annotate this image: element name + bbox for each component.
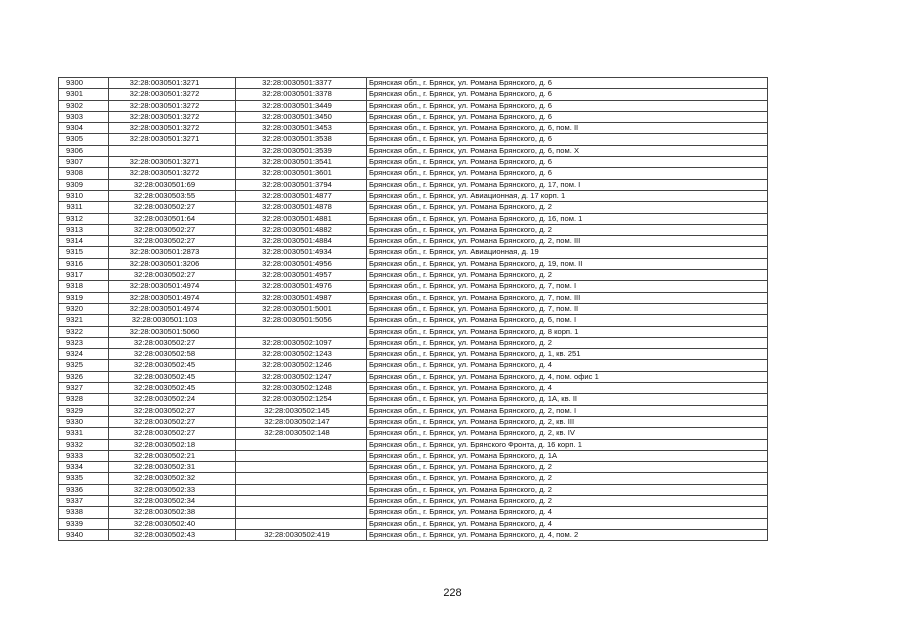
table-row — [59, 315, 768, 326]
row-number: 9319 — [59, 292, 109, 303]
row-number: 9335 — [59, 473, 109, 484]
object-cadastral-number — [236, 507, 367, 518]
object-cadastral-number: 32:28:0030501:5056 — [236, 315, 367, 326]
row-number: 9333 — [59, 450, 109, 461]
table-row — [59, 168, 768, 179]
row-number: 9323 — [59, 337, 109, 348]
address: Брянская обл., г. Брянск, ул. Брянского Фронта, д. 16 корп. 1 — [367, 439, 768, 450]
table-row — [59, 281, 768, 292]
land-cadastral-number: 32:28:0030501:3272 — [109, 89, 236, 100]
row-number: 9330 — [59, 416, 109, 427]
address: Брянская обл., г. Брянск, ул. Романа Брянского, д. 19, пом. II — [367, 258, 768, 269]
table-row — [59, 529, 768, 540]
table-row — [59, 179, 768, 190]
address: Брянская обл., г. Брянск, ул. Романа Брянского, д. 4 — [367, 507, 768, 518]
table-row — [59, 394, 768, 405]
table-row — [59, 428, 768, 439]
land-cadastral-number: 32:28:0030501:103 — [109, 315, 236, 326]
land-cadastral-number: 32:28:0030502:24 — [109, 394, 236, 405]
address: Брянская обл., г. Брянск, ул. Романа Брянского, д. 1А — [367, 450, 768, 461]
object-cadastral-number: 32:28:0030501:4976 — [236, 281, 367, 292]
table-row — [59, 462, 768, 473]
row-number: 9337 — [59, 495, 109, 506]
address: Брянская обл., г. Брянск, ул. Романа Брянского, д. 6, пом. I — [367, 315, 768, 326]
row-number: 9313 — [59, 224, 109, 235]
land-cadastral-number: 32:28:0030502:31 — [109, 462, 236, 473]
land-cadastral-number: 32:28:0030501:5060 — [109, 326, 236, 337]
table-row — [59, 383, 768, 394]
address: Брянская обл., г. Брянск, ул. Романа Брянского, д. 2, пом. I — [367, 405, 768, 416]
object-cadastral-number: 32:28:0030501:3450 — [236, 111, 367, 122]
address: Брянская обл., г. Брянск, ул. Романа Брянского, д. 6 — [367, 111, 768, 122]
land-cadastral-number: 32:28:0030501:3271 — [109, 134, 236, 145]
table-row — [59, 190, 768, 201]
object-cadastral-number: 32:28:0030501:4881 — [236, 213, 367, 224]
row-number: 9329 — [59, 405, 109, 416]
address: Брянская обл., г. Брянск, ул. Романа Брянского, д. 2 — [367, 224, 768, 235]
address: Брянская обл., г. Брянск, ул. Романа Брянского, д. 2 — [367, 495, 768, 506]
object-cadastral-number: 32:28:0030502:419 — [236, 529, 367, 540]
address: Брянская обл., г. Брянск, ул. Романа Брянского, д. 4 — [367, 360, 768, 371]
address: Брянская обл., г. Брянск, ул. Романа Брянского, д. 6 — [367, 78, 768, 89]
object-cadastral-number: 32:28:0030502:1247 — [236, 371, 367, 382]
land-cadastral-number: 32:28:0030501:3271 — [109, 78, 236, 89]
table-row — [59, 236, 768, 247]
object-cadastral-number — [236, 450, 367, 461]
address: Брянская обл., г. Брянск, ул. Романа Брянского, д. 2 — [367, 202, 768, 213]
object-cadastral-number: 32:28:0030501:3538 — [236, 134, 367, 145]
table-row — [59, 134, 768, 145]
object-cadastral-number: 32:28:0030502:145 — [236, 405, 367, 416]
address: Брянская обл., г. Брянск, ул. Романа Брянского, д. 1А, кв. II — [367, 394, 768, 405]
table-row — [59, 495, 768, 506]
object-cadastral-number — [236, 473, 367, 484]
address: Брянская обл., г. Брянск, ул. Романа Брянского, д. 17, пом. I — [367, 179, 768, 190]
row-number: 9307 — [59, 157, 109, 168]
row-number: 9311 — [59, 202, 109, 213]
address: Брянская обл., г. Брянск, ул. Романа Брянского, д. 2, кв. III — [367, 416, 768, 427]
land-cadastral-number: 32:28:0030501:3272 — [109, 111, 236, 122]
table-row — [59, 258, 768, 269]
address: Брянская обл., г. Брянск, ул. Романа Брянского, д. 2, пом. III — [367, 236, 768, 247]
land-cadastral-number: 32:28:0030501:69 — [109, 179, 236, 190]
table-row — [59, 145, 768, 156]
address: Брянская обл., г. Брянск, ул. Романа Брянского, д. 7, пом. II — [367, 303, 768, 314]
object-cadastral-number: 32:28:0030501:3541 — [236, 157, 367, 168]
row-number: 9303 — [59, 111, 109, 122]
table-row — [59, 439, 768, 450]
land-cadastral-number: 32:28:0030502:27 — [109, 202, 236, 213]
object-cadastral-number: 32:28:0030501:4934 — [236, 247, 367, 258]
land-cadastral-number: 32:28:0030502:18 — [109, 439, 236, 450]
row-number: 9334 — [59, 462, 109, 473]
object-cadastral-number — [236, 326, 367, 337]
land-cadastral-number: 32:28:0030501:3272 — [109, 123, 236, 134]
row-number: 9322 — [59, 326, 109, 337]
land-cadastral-number: 32:28:0030502:32 — [109, 473, 236, 484]
table-row — [59, 326, 768, 337]
object-cadastral-number: 32:28:0030501:3539 — [236, 145, 367, 156]
object-cadastral-number: 32:28:0030501:3449 — [236, 100, 367, 111]
address: Брянская обл., г. Брянск, ул. Романа Брянского, д. 4 — [367, 383, 768, 394]
address: Брянская обл., г. Брянск, ул. Романа Брянского, д. 2 — [367, 484, 768, 495]
land-cadastral-number: 32:28:0030502:34 — [109, 495, 236, 506]
object-cadastral-number: 32:28:0030501:4956 — [236, 258, 367, 269]
object-cadastral-number — [236, 484, 367, 495]
table-row — [59, 507, 768, 518]
table-row — [59, 224, 768, 235]
address: Брянская обл., г. Брянск, ул. Романа Брянского, д. 6, пом. II — [367, 123, 768, 134]
table-row — [59, 405, 768, 416]
row-number: 9324 — [59, 349, 109, 360]
object-cadastral-number: 32:28:0030502:1254 — [236, 394, 367, 405]
address: Брянская обл., г. Брянск, ул. Романа Брянского, д. 2, кв. IV — [367, 428, 768, 439]
land-cadastral-number: 32:28:0030501:4974 — [109, 281, 236, 292]
object-cadastral-number: 32:28:0030502:1246 — [236, 360, 367, 371]
row-number: 9327 — [59, 383, 109, 394]
land-cadastral-number: 32:28:0030501:3272 — [109, 100, 236, 111]
table-row — [59, 518, 768, 529]
object-cadastral-number: 32:28:0030502:148 — [236, 428, 367, 439]
object-cadastral-number: 32:28:0030501:4877 — [236, 190, 367, 201]
table-row — [59, 157, 768, 168]
table-row — [59, 416, 768, 427]
land-cadastral-number: 32:28:0030502:21 — [109, 450, 236, 461]
land-cadastral-number: 32:28:0030502:40 — [109, 518, 236, 529]
object-cadastral-number: 32:28:0030501:3794 — [236, 179, 367, 190]
row-number: 9340 — [59, 529, 109, 540]
table-row — [59, 202, 768, 213]
table-row — [59, 371, 768, 382]
row-number: 9314 — [59, 236, 109, 247]
row-number: 9325 — [59, 360, 109, 371]
land-cadastral-number: 32:28:0030501:4974 — [109, 303, 236, 314]
address: Брянская обл., г. Брянск, ул. Романа Брянского, д. 4, пом. офис 1 — [367, 371, 768, 382]
land-cadastral-number: 32:28:0030502:27 — [109, 236, 236, 247]
table-row — [59, 303, 768, 314]
address: Брянская обл., г. Брянск, ул. Романа Брянского, д. 2 — [367, 337, 768, 348]
address: Брянская обл., г. Брянск, ул. Романа Брянского, д. 6 — [367, 168, 768, 179]
land-cadastral-number: 32:28:0030501:3271 — [109, 157, 236, 168]
address: Брянская обл., г. Брянск, ул. Романа Брянского, д. 6 — [367, 100, 768, 111]
object-cadastral-number: 32:28:0030502:1097 — [236, 337, 367, 348]
address: Брянская обл., г. Брянск, ул. Романа Брянского, д. 4, пом. 2 — [367, 529, 768, 540]
land-cadastral-number: 32:28:0030502:27 — [109, 224, 236, 235]
table-row — [59, 100, 768, 111]
land-cadastral-number — [109, 145, 236, 156]
table-row — [59, 270, 768, 281]
land-cadastral-number: 32:28:0030502:43 — [109, 529, 236, 540]
land-cadastral-number: 32:28:0030502:27 — [109, 270, 236, 281]
object-cadastral-number: 32:28:0030501:5001 — [236, 303, 367, 314]
table-row — [59, 360, 768, 371]
row-number: 9331 — [59, 428, 109, 439]
land-cadastral-number: 32:28:0030501:3272 — [109, 168, 236, 179]
object-cadastral-number: 32:28:0030501:3377 — [236, 78, 367, 89]
row-number: 9304 — [59, 123, 109, 134]
table-row — [59, 111, 768, 122]
table-row — [59, 473, 768, 484]
object-cadastral-number: 32:28:0030501:3378 — [236, 89, 367, 100]
row-number: 9308 — [59, 168, 109, 179]
object-cadastral-number: 32:28:0030501:4957 — [236, 270, 367, 281]
object-cadastral-number: 32:28:0030501:3453 — [236, 123, 367, 134]
address: Брянская обл., г. Брянск, ул. Романа Брянского, д. 8 корп. 1 — [367, 326, 768, 337]
row-number: 9312 — [59, 213, 109, 224]
table-row — [59, 213, 768, 224]
row-number: 9305 — [59, 134, 109, 145]
row-number: 9301 — [59, 89, 109, 100]
land-cadastral-number: 32:28:0030501:3206 — [109, 258, 236, 269]
object-cadastral-number — [236, 518, 367, 529]
row-number: 9309 — [59, 179, 109, 190]
object-cadastral-number — [236, 495, 367, 506]
address: Брянская обл., г. Брянск, ул. Романа Брянского, д. 7, пом. III — [367, 292, 768, 303]
table-row — [59, 89, 768, 100]
table-row — [59, 484, 768, 495]
row-number: 9338 — [59, 507, 109, 518]
object-cadastral-number: 32:28:0030502:147 — [236, 416, 367, 427]
table-row — [59, 450, 768, 461]
land-cadastral-number: 32:28:0030502:33 — [109, 484, 236, 495]
land-cadastral-number: 32:28:0030502:27 — [109, 428, 236, 439]
row-number: 9315 — [59, 247, 109, 258]
table-row — [59, 78, 768, 89]
row-number: 9336 — [59, 484, 109, 495]
address: Брянская обл., г. Брянск, ул. Романа Брянского, д. 2 — [367, 270, 768, 281]
land-cadastral-number: 32:28:0030501:64 — [109, 213, 236, 224]
address: Брянская обл., г. Брянск, ул. Романа Брянского, д. 16, пом. 1 — [367, 213, 768, 224]
row-number: 9302 — [59, 100, 109, 111]
table-body — [59, 78, 768, 541]
land-cadastral-number: 32:28:0030501:2873 — [109, 247, 236, 258]
address: Брянская обл., г. Брянск, ул. Романа Брянского, д. 4 — [367, 518, 768, 529]
land-cadastral-number: 32:28:0030502:27 — [109, 405, 236, 416]
land-cadastral-number: 32:28:0030502:45 — [109, 371, 236, 382]
table-row — [59, 292, 768, 303]
address: Брянская обл., г. Брянск, ул. Романа Брянского, д. 1, кв. 251 — [367, 349, 768, 360]
table-row — [59, 123, 768, 134]
address: Брянская обл., г. Брянск, ул. Романа Брянского, д. 2 — [367, 473, 768, 484]
land-cadastral-number: 32:28:0030502:58 — [109, 349, 236, 360]
page-number: 228 — [443, 587, 462, 599]
address: Брянская обл., г. Брянск, ул. Романа Брянского, д. 6, пом. X — [367, 145, 768, 156]
row-number: 9326 — [59, 371, 109, 382]
row-number: 9300 — [59, 78, 109, 89]
object-cadastral-number: 32:28:0030501:4987 — [236, 292, 367, 303]
address: Брянская обл., г. Брянск, ул. Романа Брянского, д. 6 — [367, 157, 768, 168]
table-row — [59, 337, 768, 348]
object-cadastral-number: 32:28:0030501:3601 — [236, 168, 367, 179]
object-cadastral-number: 32:28:0030502:1248 — [236, 383, 367, 394]
table-row — [59, 247, 768, 258]
land-cadastral-number: 32:28:0030502:27 — [109, 337, 236, 348]
cadastral-table — [58, 77, 768, 541]
land-cadastral-number: 32:28:0030502:38 — [109, 507, 236, 518]
address: Брянская обл., г. Брянск, ул. Авиационная, д. 19 — [367, 247, 768, 258]
address: Брянская обл., г. Брянск, ул. Авиационная, д. 17 корп. 1 — [367, 190, 768, 201]
land-cadastral-number: 32:28:0030502:45 — [109, 360, 236, 371]
object-cadastral-number: 32:28:0030501:4882 — [236, 224, 367, 235]
row-number: 9332 — [59, 439, 109, 450]
land-cadastral-number: 32:28:0030502:45 — [109, 383, 236, 394]
land-cadastral-number: 32:28:0030501:4974 — [109, 292, 236, 303]
row-number: 9339 — [59, 518, 109, 529]
object-cadastral-number: 32:28:0030502:1243 — [236, 349, 367, 360]
object-cadastral-number — [236, 439, 367, 450]
address: Брянская обл., г. Брянск, ул. Романа Брянского, д. 6 — [367, 134, 768, 145]
row-number: 9316 — [59, 258, 109, 269]
table-row — [59, 349, 768, 360]
row-number: 9321 — [59, 315, 109, 326]
address: Брянская обл., г. Брянск, ул. Романа Брянского, д. 6 — [367, 89, 768, 100]
row-number: 9320 — [59, 303, 109, 314]
land-cadastral-number: 32:28:0030503:55 — [109, 190, 236, 201]
object-cadastral-number: 32:28:0030501:4878 — [236, 202, 367, 213]
row-number: 9317 — [59, 270, 109, 281]
address: Брянская обл., г. Брянск, ул. Романа Брянского, д. 7, пом. I — [367, 281, 768, 292]
row-number: 9328 — [59, 394, 109, 405]
object-cadastral-number: 32:28:0030501:4884 — [236, 236, 367, 247]
land-cadastral-number: 32:28:0030502:27 — [109, 416, 236, 427]
address: Брянская обл., г. Брянск, ул. Романа Брянского, д. 2 — [367, 462, 768, 473]
row-number: 9318 — [59, 281, 109, 292]
row-number: 9306 — [59, 145, 109, 156]
row-number: 9310 — [59, 190, 109, 201]
object-cadastral-number — [236, 462, 367, 473]
